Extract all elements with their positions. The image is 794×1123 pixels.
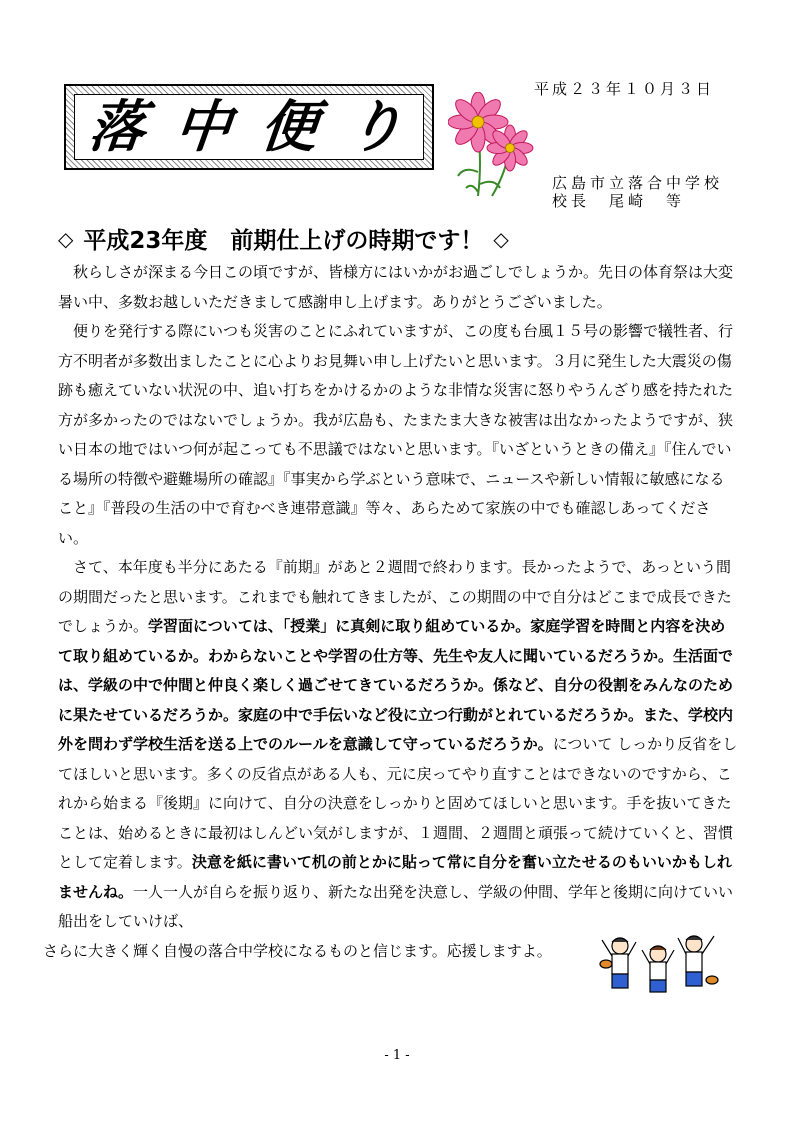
paragraph-term-end (43, 553, 738, 966)
newsletter-title: 落中便り (85, 94, 437, 160)
paragraph-final-line: さらに大きく輝く自慢の落合中学校になるものと信じます。応援しますよ。 (43, 941, 552, 960)
title-banner (64, 84, 437, 170)
diamond-right-icon: ◇ (493, 226, 509, 251)
page-number: - 1 - (384, 1048, 410, 1063)
paragraph-greeting: 秋らしさが深まる今日この頃ですが、皆様方にはいかがお過ごしでしょうか。先日の体育祭は大変暑い中、多数お越しいただきまして感謝申し上げます。ありがとうございました。 (58, 263, 734, 311)
paragraph-disaster: 便りを発行する際にいつも災害のことにふれていますが、この度も台風１５号の影響で犠牲者、行方不明者が多数出ましたことに心よりお見舞い申し上げたいと思います。３月に発生した大震災の傷跡も癒えていない状況の中、追い打ちをかけるかのような非情な災害に怒りやうんざり感を持たれた方が多かったのではないでしょうか。我が広島も、たまたま大きな被害は出なかったようですが、狭い日本の地ではいつ何が起こっても不思議ではないと思います。『いざというときの備え』『住んでいる場所の特徴や避難場所の確認』『事実から学ぶという意味で、ニュースや新しい情報に敏感になること』『普段の生活の中で育むべき連帯意識』等々、あらためて家族の中でも確認しあってください。 (58, 322, 734, 547)
principal-name: 校長 尾崎 等 (552, 192, 686, 210)
resolution-tip: 決意を紙に書いて机の前とかに貼って常に自分を奮い立たせるのもいいかもしれませんね。 (58, 853, 732, 901)
diamond-left-icon: ◇ (58, 226, 74, 251)
section-heading (58, 222, 509, 255)
school-name: 広島市立落合中学校 (552, 174, 724, 192)
paragraph-term-end-middle: について しっかり反省をしてほしいと思います。多くの反省点がある人も、元に戻ってやり直すことはできないのですから、これから始まる『後期』に向けて、自分の決意をしっかりと固めてほしいと思います。手を抜いてきたことは、始めるときに最初はしんどい気がしますが、１週間、２週間と頑張って続けていくと、習慣として定着します。 (58, 735, 738, 871)
article-body (43, 258, 738, 966)
reflection-points: 学習面については、「授業」に真剣に取り組めているか。家庭学習を時間と内容を決めて取り組めているか。わからないことや学習の仕方等、先生や友人に聞いているだろうか。生活面では、学級の中で仲間と仲良く楽しく過ごせてきているだろうか。係など、自分の役割をみんなのために果たせているだろうか。家庭の中で手伝いなど役に立つ行動がとれているだろうか。また、学校内外を問わず学校生活を送る上でのルールを意識して守っているだろうか。 (58, 617, 734, 753)
cosmos-flower-icon (448, 92, 540, 200)
school-info (552, 174, 723, 210)
heading-text: 平成23年度 前期仕上げの時期です！ (83, 228, 484, 254)
paragraph-term-end-intro: さて、本年度も半分にあたる『前期』があと２週間で終わります。長かったようで、あっという間の期間だったと思います。これまでも触れてきましたが、この期間の中で自分はどこまで成長できたでしょうか。 (58, 558, 732, 635)
issue-date: 平成２３年１０月３日 (534, 80, 715, 98)
cheering-students-icon (598, 930, 722, 998)
paragraph-term-end-closing: 一人一人が自らを振り返り、新たな出発を決意し、学級の仲間、学年と後期に向けていい船出をしていけば、 (58, 882, 734, 930)
title-banner-inner (74, 94, 437, 160)
